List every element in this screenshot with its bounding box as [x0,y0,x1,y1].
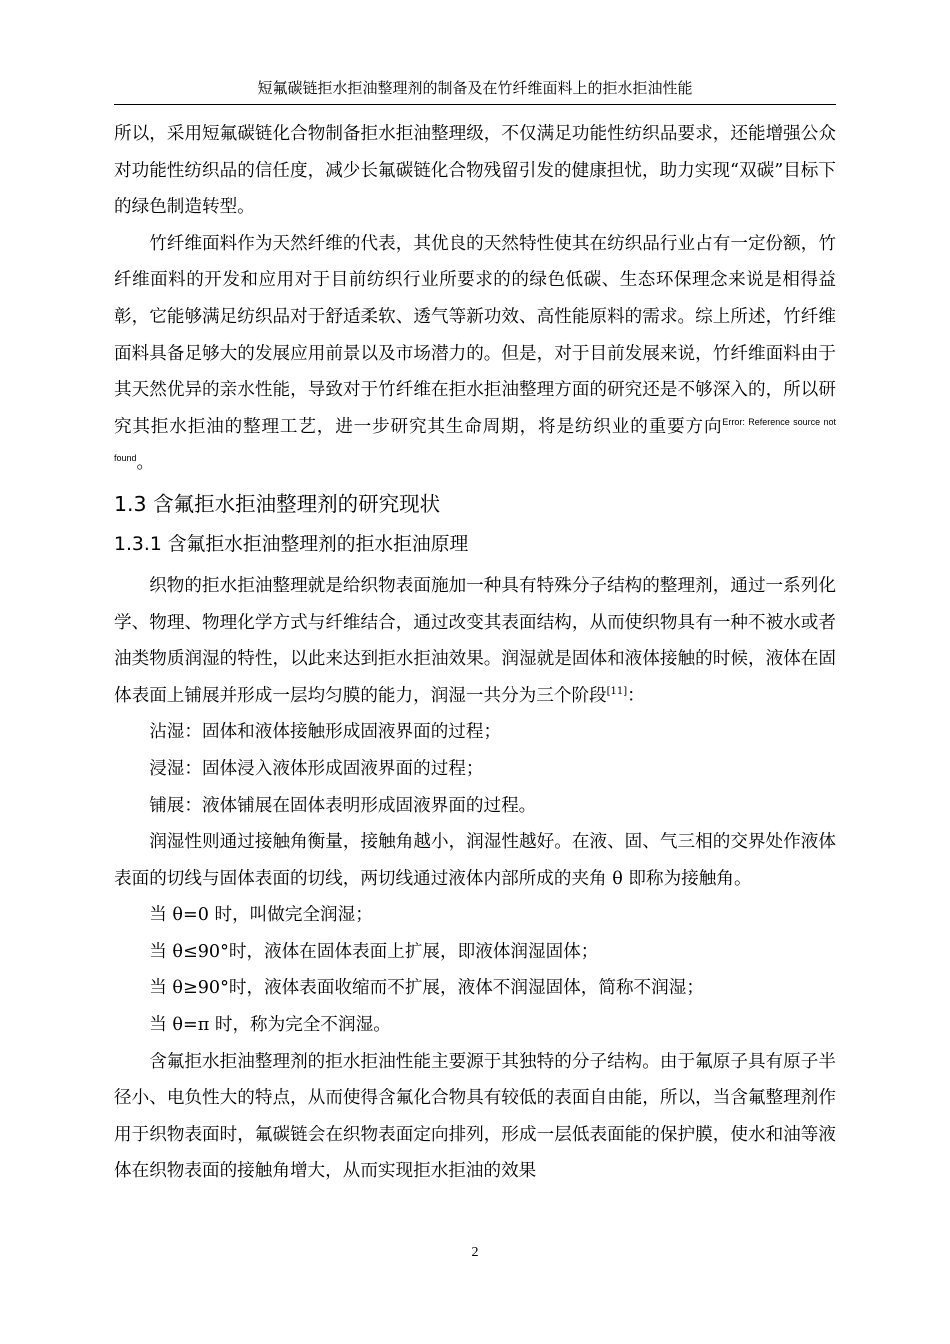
condition-complete-wetting: 当 θ=0 时，叫做完全润湿； [149,905,373,926]
paragraph-fluorine-mechanism: 含氟拒水拒油整理剂的拒水拒油性能主要源于其独特的分子结构。由于氟原子具有原子半径小、电负性大的特点，从而使得含氟化合物具有较低的表面自由能，所以，当含氟整理剂作用于织物表面时，氟碳链会在织物表面定向排列，形成一层低表面能的保护膜，使水和油等液体在织物表面的接触角增大，从而实现拒水拒油的效果 [114,1051,836,1182]
page-number: 2 [471,1245,479,1260]
list-item-zhanshi: 沾湿：固体和液体接触形成固液界面的过程； [149,722,502,743]
document-body [114,116,836,1190]
section-heading-1-3: 1.3 含氟拒水拒油整理剂的研究现状 [114,491,441,516]
section-heading-1-3-1: 1.3.1 含氟拒水拒油整理剂的拒水拒油原理 [114,533,469,555]
condition-non-wetting: 当 θ≥90°时，液体表面收缩而不扩展，液体不润湿固体，简称不润湿； [149,978,704,999]
running-header: 短氟碳链拒水拒油整理剂的制备及在竹纤维面料上的拒水拒油性能 [257,79,693,97]
header-rule [114,104,836,105]
paragraph-bamboo-fiber [114,226,836,482]
list-item-puzhan: 铺展：液体铺展在固体表明形成固液界面的过程。 [149,795,537,816]
paragraph-text: 竹纤维面料作为天然纤维的代表，其优良的天然特性使其在纺织品行业占有一定份额，竹纤维面料的开发和应用对于目前纺织行业所要求的的绿色低碳、生态环保理念来说是相得益彰，它能够满足纺织品对于舒适柔软、透气等新功效、高性能原料的需求。综上所述，竹纤维面料具备足够大的发展应用前景以及市场潜力的。但是，对于目前发展来说，竹纤维面料由于其天然优异的亲水性能，导致对于竹纤维在拒水拒油整理方面的研究还是不够深入的，所以研究其拒水拒油的整理工艺，进一步研究其生命周期，将是纺织业的重要方向 [114,233,836,437]
reference-error: Error: Reference source not found [114,416,836,464]
condition-complete-non-wetting: 当 θ=π 时，称为完全不润湿。 [149,1015,391,1036]
condition-wetting: 当 θ≤90°时，液体在固体表面上扩展，即液体润湿固体； [149,941,599,962]
paragraph-contact-angle: 润湿性则通过接触角衡量，接触角越小，润湿性越好。在液、固、气三相的交界处作液体表面的切线与固体表面的切线，两切线通过液体内部所成的夹角 θ 即称为接触角。 [114,832,836,889]
list-item-jinshi: 浸湿：固体浸入液体形成固液界面的过程； [149,758,484,779]
paragraph-finishing-principle [114,568,836,714]
paragraph-intro-continuation: 所以，采用短氟碳链化合物制备拒水拒油整理级，不仅满足功能性纺织品要求，还能增强公众对功能性纺织品的信任度，减少长氟碳链化合物残留引发的健康担忧，助力实现“双碳”目标下的绿色制造转型。 [114,124,836,218]
paragraph-end: ： [627,685,645,706]
paragraph-end: 。 [136,453,155,474]
paragraph-text: 织物的拒水拒油整理就是给织物表面施加一种具有特殊分子结构的整理剂，通过一系列化学、物理、物理化学方式与纤维结合，通过改变其表面结构，从而使织物具有一种不被水或者油类物质润湿的特性，以此来达到拒水拒油效果。润湿就是固体和液体接触的时候，液体在固体表面上铺展并形成一层均匀膜的能力，润湿一共分为三个阶段 [114,575,836,706]
citation-11: [11] [606,685,628,697]
